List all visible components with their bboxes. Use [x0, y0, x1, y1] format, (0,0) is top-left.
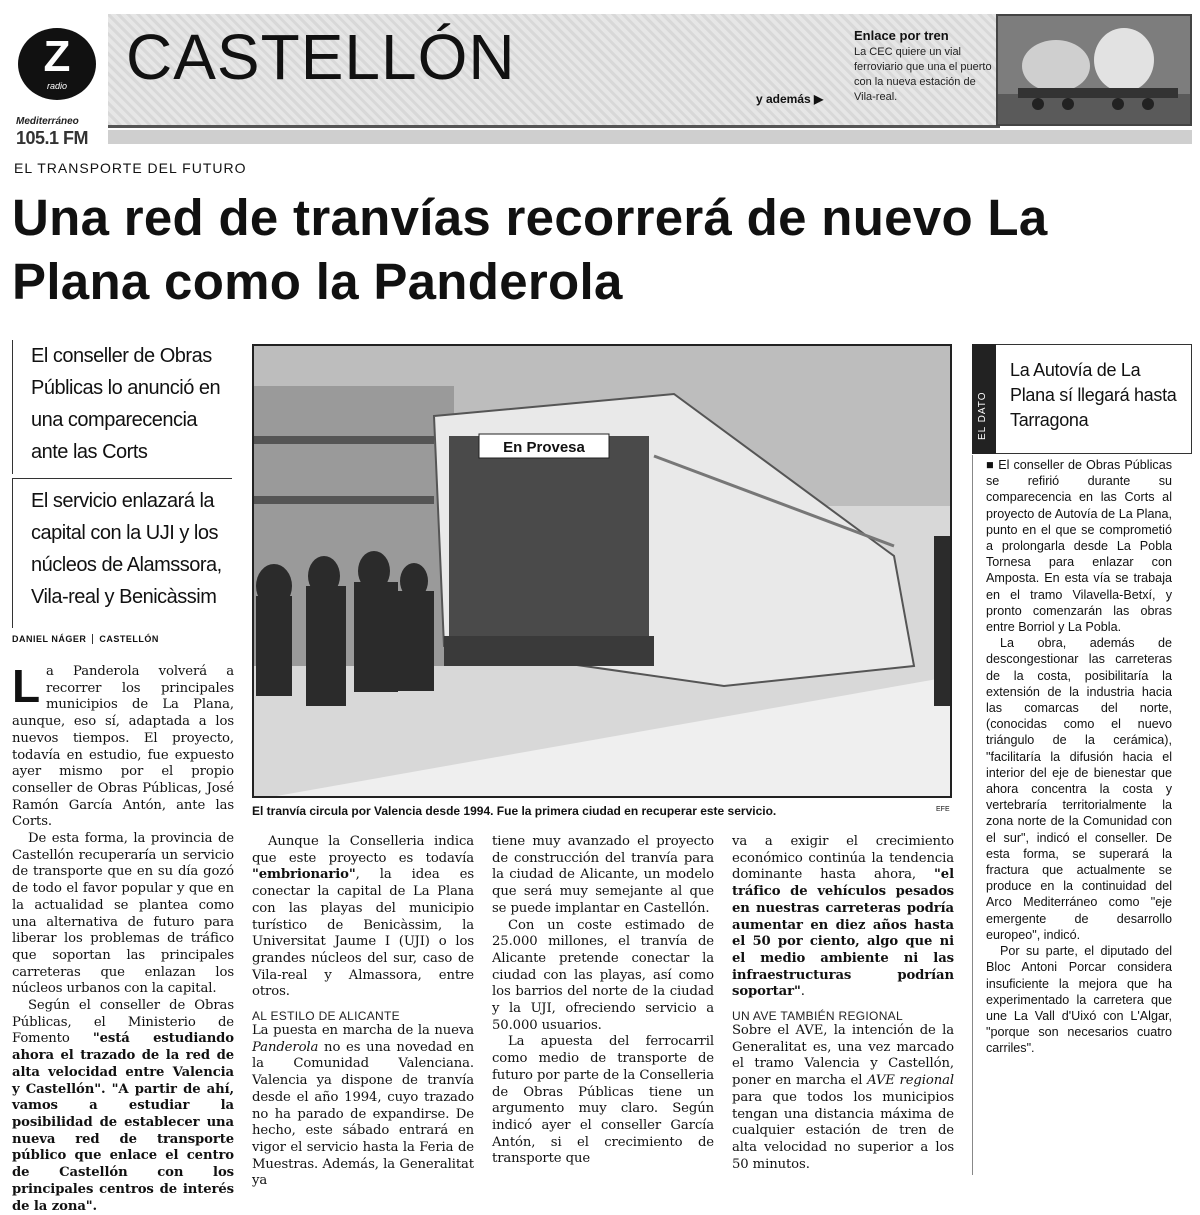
main-photo[interactable]: [252, 344, 952, 798]
quote-text: "el tráfico de vehículos pesados en nuestras carreteras podría aumentar en diez años hasta el 50 por ciento, algo que ni el medio ambiente ni las infraestructuras podrían soportar": [732, 867, 954, 1000]
subhead-2: El servicio enlazará la capital con la UJI y los núcleos de Alamssora, Vila-real y Benicàssim: [12, 478, 232, 628]
article-column-4: [732, 834, 954, 1173]
paragraph-text: no es una novedad en la Comunidad Valenciana. Valencia ya dispone de tranvía desde el año 1994, cuyo trazado no ha parado de expandirse. De hecho, este sábado entrará en vigor el servicio hasta la Feria de Muestras. Además, la Generalitat ya: [252, 1039, 474, 1189]
sidebar-tag: EL DATO: [977, 391, 988, 440]
article-column-2: [252, 834, 474, 1190]
paragraph-text: va a exigir el crecimiento económico continúa la tendencia dominante hasta ahora,: [732, 834, 954, 883]
section-title: CASTELLÓN: [126, 21, 516, 93]
teaser-photo[interactable]: [996, 14, 1192, 126]
more-link[interactable]: y además ▶: [756, 92, 824, 106]
minor-heading: AL ESTILO DE ALICANTE: [252, 1009, 400, 1024]
photo-caption: El tranvía circula por Valencia desde 1994. Fue la primera ciudad en recuperar este servicio.: [252, 804, 777, 818]
kicker: EL TRANSPORTE DEL FUTURO: [14, 160, 247, 176]
article-column-3: [492, 834, 714, 1168]
sidebar-paragraph: ■ El conseller de Obras Públicas se refirió durante su comparecencia en las Corts al proyecto de Autovía de La Plana, punto en el que se comprometió a prolongarla desde La Pobla Tornesa para enlazar con Amposta. En esta vía se trabaja en el tramo Vilavella-Betxí, y pronto comenzarán las obras entre Borriol y La Pobla.: [986, 458, 1172, 635]
paragraph-text: Según el conseller de Obras Públicas, el Ministerio de Fomento: [12, 998, 234, 1047]
paragraph-text: , la idea es conectar la capital de La Plana con las playas del municipio turístico de Benicàssim, la Universitat Jaume I (UJI) o los grandes núcleos del sur, caso de Vila-real y Almassora, entre otros.: [252, 867, 474, 1000]
train-cargo-illustration: [998, 16, 1192, 126]
tram-photo-illustration: [254, 346, 952, 798]
article-paragraph: [12, 998, 234, 1215]
paragraph-text: Sobre el AVE, la intención de la Generalitat es, una vez marcado el tramo Valencia y Castellón, poner en marcha el: [732, 1023, 954, 1089]
masthead: [8, 12, 1192, 148]
paragraph-text: para que todos los municipios tengan una distancia máxima de cualquier estación de tren de alta velocidad no superior a los 50 minutos.: [732, 1089, 954, 1172]
sidebar-body: [986, 457, 1172, 1057]
italic-text: AVE regional: [867, 1073, 954, 1089]
teaser[interactable]: [854, 28, 994, 105]
article-paragraph: [252, 1023, 474, 1190]
logo-letter: Z: [43, 32, 71, 81]
article-paragraph: tiene muy avanzado el proyecto de construcción del tranvía para la ciudad de Alicante, un modelo que será muy semejante al que se puede implantar en Castellón.: [492, 834, 714, 916]
quote-text: "embrionario": [252, 867, 356, 883]
sidebar-paragraph: Por su parte, el diputado del Bloc Antoni Porcar considera insuficiente la mejora que ha experimentado la carretera que une La Vall d'Uixó con L'Algar, "porque son necesarios cuatro carriles".: [986, 944, 1172, 1056]
paragraph-text: La puesta en marcha de la nueva: [252, 1023, 474, 1039]
radio-logo[interactable]: [18, 28, 96, 100]
article-column-1: [12, 660, 234, 1215]
masthead-rule: [108, 130, 1192, 144]
italic-text: Panderola: [252, 1039, 319, 1055]
subhead-1: El conseller de Obras Públicas lo anunció en una comparecencia ante las Corts: [12, 340, 232, 474]
article-paragraph: [252, 834, 474, 1001]
quote-text: "está estudiando ahora el trazado de la red de alta velocidad entre Valencia y Castellón". "A partir de ahí, vamos a estudiar la posibilidad de establecer una nueva red de transporte público que enlace el centro de Castellón con los principales centros de interés de la zona".: [12, 1031, 234, 1214]
article-paragraph: La apuesta del ferrocarril como medio de transporte de futuro por parte de la Conselleria de Obras Públicas tiene un argumento muy claro. Según indicó ayer el conseller García Antón, si el crecimiento de transporte que: [492, 1034, 714, 1167]
logo-sub: radio: [46, 81, 67, 91]
sidebar-headline: La Autovía de La Plana sí llegará hasta Tarragona: [1010, 360, 1177, 430]
article-paragraph: De esta forma, la provincia de Castellón recuperaría un servicio de transporte que en su día gozó de todo el favor popular y que en la actualidad se plantea como una alternativa de futuro para liberar los problemas de tráfico que soportan las principales carreteras que enlazan los núcleos urbanos con la capital.: [12, 831, 234, 997]
byline-place: CASTELLÓN: [99, 634, 159, 644]
teaser-title: Enlace por tren: [854, 28, 949, 43]
article-paragraph: [12, 660, 234, 831]
dropcap: L: [12, 660, 40, 712]
sidebar-paragraph: La obra, además de descongestionar las carreteras de la costa, posibilitaría la extensión de la industria hacia las comarcas del norte, (conocidas como el nuevo triángulo de la cerámica), "facilitaría la difusión hacia el interior del eje de bienestar que ahora concentra la costa y vertebraría territorialmente la zona norte de la Comunidad con el sur", indicó el conseller. De esta forma, se superará la fractura que actualmente se produce en la continuidad del Arco Mediterráneo como "eje emergente de desarrollo europeo", indicó.: [986, 636, 1172, 942]
article-paragraph: [732, 834, 954, 1001]
article-paragraph: Con un coste estimado de 25.000 millones, el tranvía de Alicante pretende conectar la ciudad con las playas, así como los barrios del norte de la ciudad y la UJI, ofreciendo servicio a 50.000 usuarios.: [492, 917, 714, 1033]
sidebar-divider: [972, 455, 973, 1175]
byline: [12, 634, 165, 644]
photo-credit: EFE: [936, 806, 950, 813]
tram-destination-sign: En Provesa: [503, 439, 585, 456]
paragraph-text: Aunque la Conselleria indica que este proyecto es todavía: [252, 834, 474, 866]
station-frequency: 105.1 FM: [16, 128, 89, 148]
station-name: Mediterráneo: [16, 116, 79, 127]
minor-heading: UN AVE TAMBIÉN REGIONAL: [732, 1009, 903, 1024]
byline-author: DANIEL NÁGER: [12, 634, 93, 644]
paragraph-text: .: [800, 984, 805, 1000]
article-paragraph: [732, 1023, 954, 1173]
paragraph-text: a Panderola volverá a recorrer los principales municipios de La Plana, aunque, eso sí, adaptada a los nuevos tiempos. El proyecto, todavía en estudio, fue expuesto ayer mismo por el propio conseller de Obras Públicas, José Ramón García Antón, ante las Corts.: [12, 664, 234, 830]
teaser-text: La CEC quiere un vial ferroviario que una el puerto con la nueva estación de Vila-real.: [854, 46, 992, 103]
headline: Una red de tranvías recorrerá de nuevo La Plana como la Panderola: [12, 189, 1048, 310]
